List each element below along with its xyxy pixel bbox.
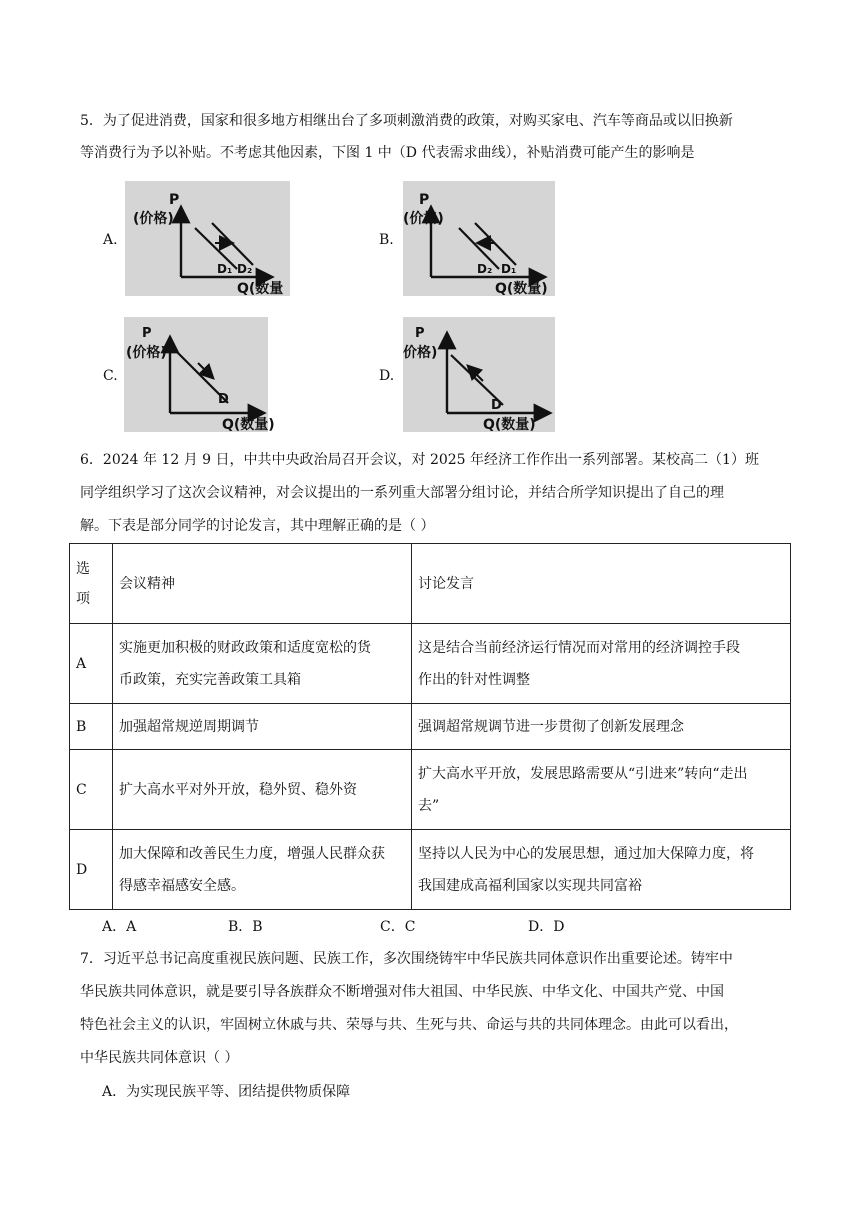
d-label: D	[218, 392, 229, 407]
table-header-row	[70, 544, 791, 624]
q7-line3: 特色社会主义的认识，牢固树立休戚与共、荣辱与共、生死与共、命运与共的共同体理念。由此可以看出，	[80, 1017, 738, 1033]
row-spirit: 加大保障和改善民生力度，增强人民群众获 得感幸福感安全感。	[113, 830, 412, 910]
q6-choice-a[interactable]: A．A	[102, 919, 137, 935]
q7-option-a[interactable]: A．为实现民族平等、团结提供物质保障	[102, 1084, 351, 1100]
q6-choice-b[interactable]: B．B	[228, 919, 263, 935]
q5-option-b-graph[interactable]	[403, 181, 555, 296]
q6-choice-d[interactable]: D．D	[528, 919, 565, 935]
axis-qty-label: Q(数量)	[483, 417, 536, 433]
axis-qty-label: Q(数量)	[222, 417, 275, 433]
row-option: A	[70, 624, 113, 704]
row-option: B	[70, 704, 113, 750]
axis-p-label: P	[169, 192, 180, 208]
row-spirit: 实施更加积极的财政政策和适度宽松的货 币政策，充实完善政策工具箱	[113, 624, 412, 704]
q6-table	[69, 543, 791, 910]
header-option: 选 项	[70, 544, 113, 624]
q5-option-d-label[interactable]: D.	[379, 368, 395, 384]
q5-option-a-graph[interactable]	[125, 181, 290, 296]
q5-option-b-label[interactable]: B.	[379, 232, 394, 248]
row-spirit: 扩大高水平对外开放，稳外贸、稳外资	[113, 750, 412, 830]
d1-label: D₁	[501, 262, 517, 276]
axis-qty-label: Q(数量	[237, 281, 284, 297]
axis-price-label: 价格)	[403, 345, 438, 361]
axis-p-label: P	[415, 326, 425, 341]
row-speech: 坚持以人民为中心的发展思想，通过加大保障力度，将 我国建成高福利国家以实现共同富裕	[412, 830, 791, 910]
table-row	[70, 624, 791, 704]
q7-line1: 7．习近平总书记高度重视民族问题、民族工作，多次围绕铸牢中华民族共同体意识作出重要论述。铸牢中	[80, 951, 733, 967]
axis-qty-label: Q(数量)	[495, 281, 548, 297]
row-speech: 这是结合当前经济运行情况而对常用的经济调控手段 作出的针对性调整	[412, 624, 791, 704]
axis-p-label: P	[419, 192, 430, 208]
d1-label: D₁	[217, 262, 233, 276]
q7-line2: 华民族共同体意识，就是要引导各族群众不断增强对伟大祖国、中华民族、中华文化、中国共产党、中国	[80, 984, 724, 1000]
row-spirit: 加强超常规逆周期调节	[113, 704, 412, 750]
q6-line3: 解。下表是部分同学的讨论发言，其中理解正确的是（ ）	[80, 518, 435, 534]
table-row	[70, 830, 791, 910]
q6-choice-c[interactable]: C．C	[380, 919, 416, 935]
axis-price-label: (价格)	[403, 211, 444, 227]
q5-option-c-graph[interactable]	[124, 317, 275, 433]
d2-label: D₂	[477, 262, 493, 276]
axis-p-label: P	[142, 326, 152, 341]
d-label: D	[491, 398, 502, 413]
q5-line2: 等消费行为予以补贴。不考虑其他因素，下图 1 中（D 代表需求曲线），补贴消费可能产生的影响是	[80, 145, 695, 161]
q6-line1: 6．2024 年 12 月 9 日，中共中央政治局召开会议，对 2025 年经济工作作出一系列部署。某校高二（1）班	[80, 452, 759, 468]
q5-option-d-graph[interactable]	[403, 317, 555, 432]
row-speech: 强调超常规调节进一步贯彻了创新发展理念	[412, 704, 791, 750]
row-option: D	[70, 830, 113, 910]
q5-option-a-label[interactable]: A.	[103, 232, 118, 248]
axis-price-label: (价格)	[126, 345, 167, 361]
table-row	[70, 704, 791, 750]
q6-line2: 同学组织学习了这次会议精神，对会议提出的一系列重大部署分组讨论，并结合所学知识提出了自己的理	[80, 485, 724, 501]
q5-option-c-label[interactable]: C.	[103, 368, 118, 384]
header-speech: 讨论发言	[412, 544, 791, 624]
axis-price-label: (价格)	[133, 211, 174, 227]
header-spirit: 会议精神	[113, 544, 412, 624]
table-row	[70, 750, 791, 830]
q5-line1: 5．为了促进消费，国家和很多地方相继出台了多项刺激消费的政策，对购买家电、汽车等商品或以旧换新	[80, 113, 733, 129]
q7-line4: 中华民族共同体意识（ ）	[80, 1050, 239, 1066]
d2-label: D₂	[237, 262, 253, 276]
row-option: C	[70, 750, 113, 830]
row-speech: 扩大高水平开放，发展思路需要从“引进来”转向“走出 去”	[412, 750, 791, 830]
